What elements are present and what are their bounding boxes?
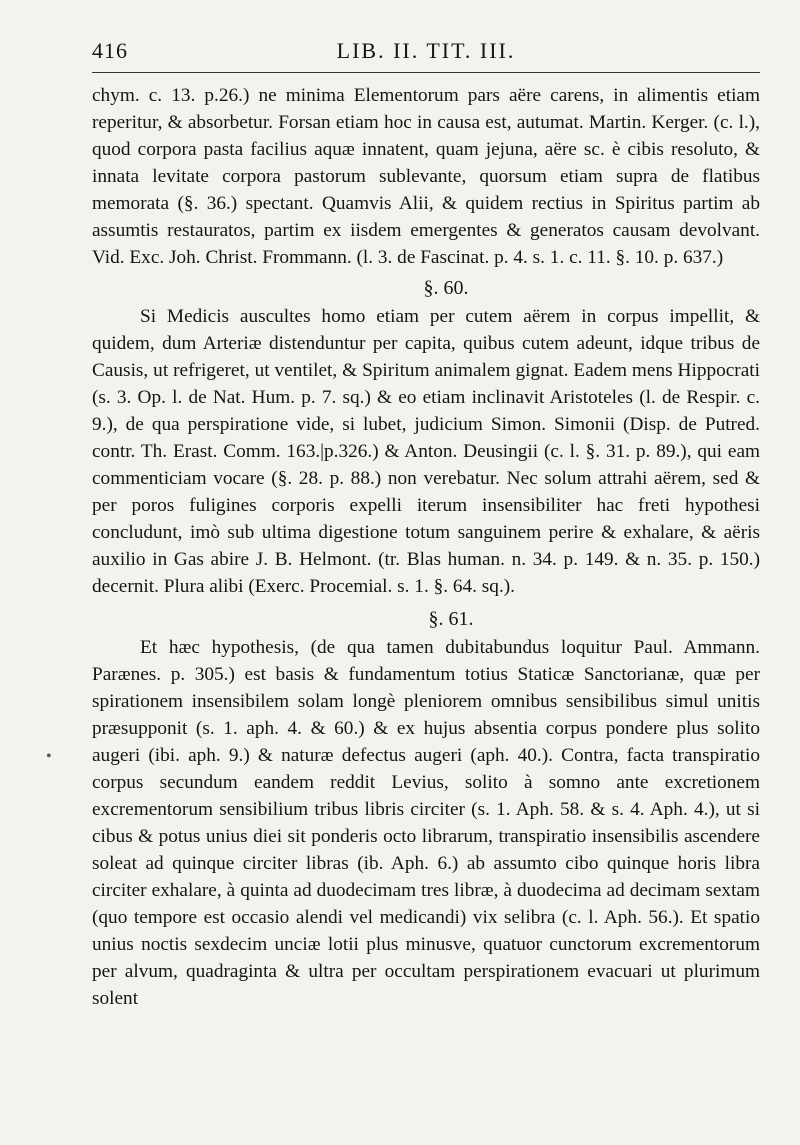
paragraph-continuation: chym. c. 13. p.26.) ne minima Elementorum pars aëre carens, in alimentis etiam reperitur, & absorbetur. Forsan etiam hoc in causa est, autumat. Martin. Kerger. (c. l.), quod corpora pasta facilius aquæ innatent, quam jejuna, aëre sc. è cibis resoluto, & innata levitate corpora pastorum sublevante, quorsum etiam supra de flatibus memorata (§. 36.) spectant. Quamvis Alii, & quidem rectius in Spiritus partim ab assumtis restauratos, partim ex iisdem emergentes & generatos causam devolvant. Vid. Exc. Joh. Christ. Frommann. (l. 3. de Fascinat. p. 4. s. 1. c. 11. §. 10. p. 637.)	[92, 85, 760, 268]
margin-dot-mark: •	[46, 748, 52, 765]
paragraph-section-61: Et hæc hypothesis, (de qua tamen dubitabundus loquitur Paul. Ammann. Parænes. p. 305.) est basis & fundamentum totius Staticæ Sanctorianæ, quæ per spirationem insensibilem solam longè pleniorem omnibus sensibilibus simul unitis præsupponit (s. 1. aph. 4. & 60.) & ex hujus absentia corpus pondere plus solito augeri (ibi. aph. 9.) & naturæ defectus augeri (aph. 40.). Contra, facta transpiratio corpus secundum eandem reddit Levius, solito à somno ante excretionem excrementorum sensibilium tribus libris circiter (s. 1. Aph. 58. & s. 4. Aph. 4.), ut si cibus & potus unius diei sit ponderis octo librarum, transpiratio insensibilis ascendere soleat ad quinque circiter libras (ib. Aph. 6.) ab assumto cibo quinque horis libra circiter exhalare, à quinta ad duodecimam tres libræ, à duodecima ad decimam sextam (quo tempore est occasio alendi vel medicandi) vix selibra (c. l. Aph. 56.). Et spatio unius noctis sexdecim unciæ lotii plus minusve, quatuor cunctorum excrementorum per alvum, quadraginta & ultra per occultam perspirationem evacuari ut plurimum solent	[92, 637, 760, 1009]
paragraph-section-60: Si Medicis auscultes homo etiam per cutem aërem in corpus impellit, & quidem, dum Arteriæ distenduntur per capita, quibus cutem adeunt, idque tribus de Causis, ut refrigeret, ut ventilet, & Spiritum animalem gignat. Eadem mens Hippocrati (s. 3. Op. l. de Nat. Hum. p. 7. sq.) & eo etiam inclinavit Aristoteles (l. de Respir. c. 9.), de qua perspiratione vide, si lubet, judicium Simon. Simonii (Disp. de Putred. contr. Th. Erast. Comm. 163.|p.326.) & Anton. Deusingii (c. l. §. 31. p. 89.), qui eam commenticiam vocare (§. 28. p. 88.) non verebatur. Nec solum attrahi aërem, sed & per poros fuligines corporis expelli iterum insensibiliter hac freti hypothesi concludunt, imò sub ultima digestione totum sanguinem perire & exhalare, & aëris auxilio in Gas abire J. B. Helmont. (tr. Blas human. n. 34. p. 149. & n. 35. p. 150.) decernit. Plura alibi (Exerc. Procemial. s. 1. §. 64. sq.).	[92, 306, 760, 597]
header-rule	[92, 72, 760, 73]
page-number: 416	[92, 38, 128, 63]
running-title: LIB. II. TIT. III.	[336, 38, 516, 63]
section-heading-60: §. 60.	[423, 277, 469, 299]
page-header	[92, 34, 760, 74]
section-heading-61: §. 61.	[428, 608, 474, 630]
